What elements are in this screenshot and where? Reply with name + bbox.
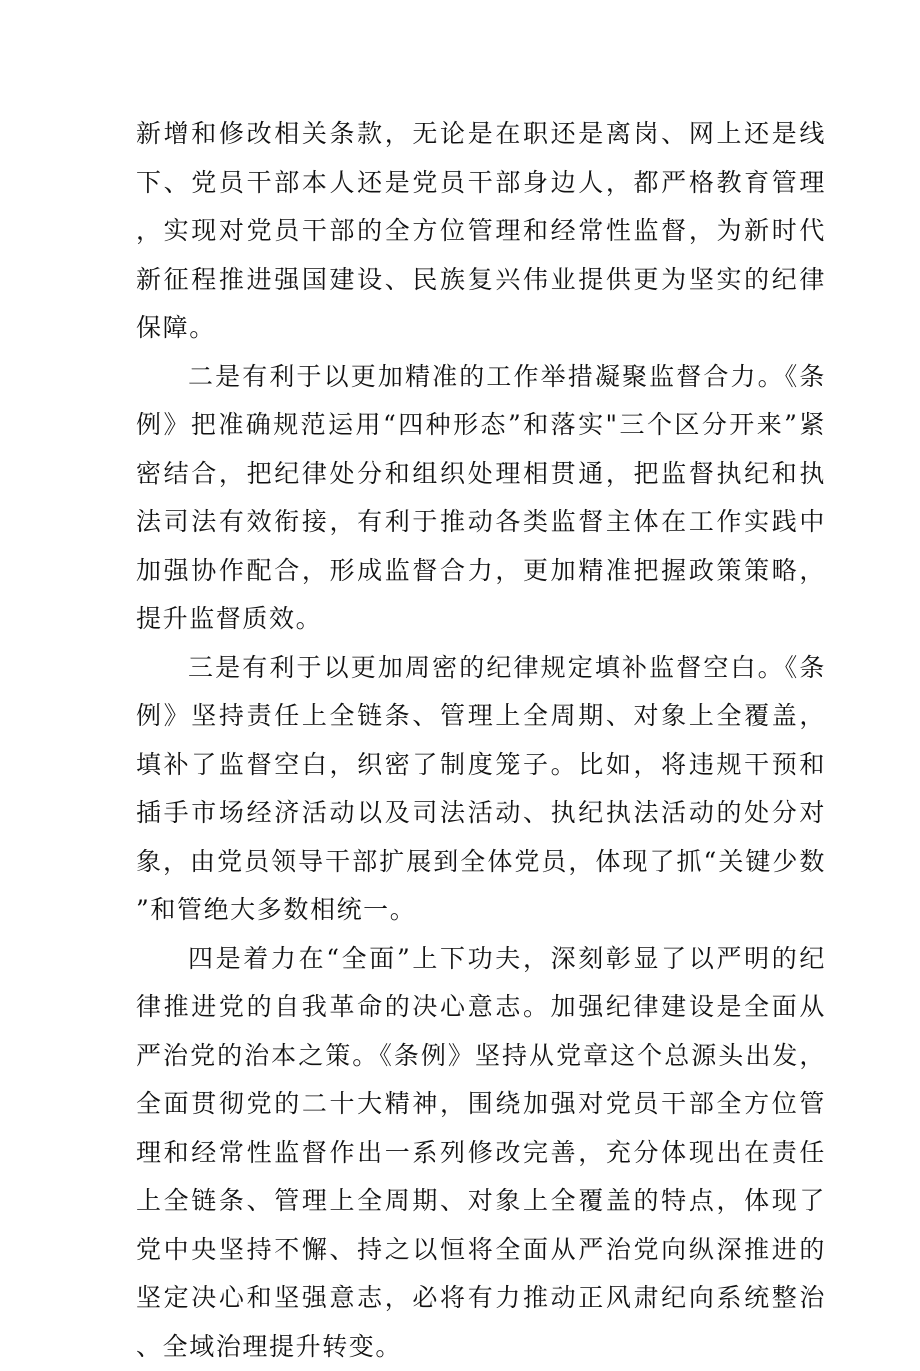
- paragraph-point-two: 二是有利于以更加精准的工作举措凝聚监督合力。《条例》把准确规范运用“四种形态”和落实"三个区分开来”紧密结合，把纪律处分和组织处理相贯通，把监督执纪和执法司法有效衔接，有利于推动各类监督主体在工作实践中加强协作配合，形成监督合力，更加精准把握政策策略，提升监督质效。: [136, 353, 826, 644]
- paragraph-point-four: 四是着力在“全面”上下功夫，深刻彰显了以严明的纪律推进党的自我革命的决心意志。加强纪律建设是全面从严治党的治本之策。《条例》坚持从党章这个总源头出发，全面贯彻党的二十大精神，围绕加强对党员干部全方位管理和经常性监督作出一系列修改完善，充分体现出在责任上全链条、管理上全周期、对象上全覆盖的特点，体现了党中央坚持不懈、持之以恒将全面从严治党向纵深推进的坚定决心和坚强意志，必将有力推动正风肃纪向系统整治、全域治理提升转变。: [136, 935, 826, 1371]
- document-body: [136, 110, 826, 1371]
- paragraph-point-three: 三是有利于以更加周密的纪律规定填补监督空白。《条例》坚持责任上全链条、管理上全周期、对象上全覆盖，填补了监督空白，织密了制度笼子。比如，将违规干预和插手市场经济活动以及司法活动、执纪执法活动的处分对象，由党员领导干部扩展到全体党员，体现了抓“关键少数”和管绝大多数相统一。: [136, 644, 826, 935]
- paragraph-continuation: 新增和修改相关条款，无论是在职还是离岗、网上还是线下、党员干部本人还是党员干部身边人，都严格教育管理，实现对党员干部的全方位管理和经常性监督，为新时代新征程推进强国建设、民族复兴伟业提供更为坚实的纪律保障。: [136, 110, 826, 353]
